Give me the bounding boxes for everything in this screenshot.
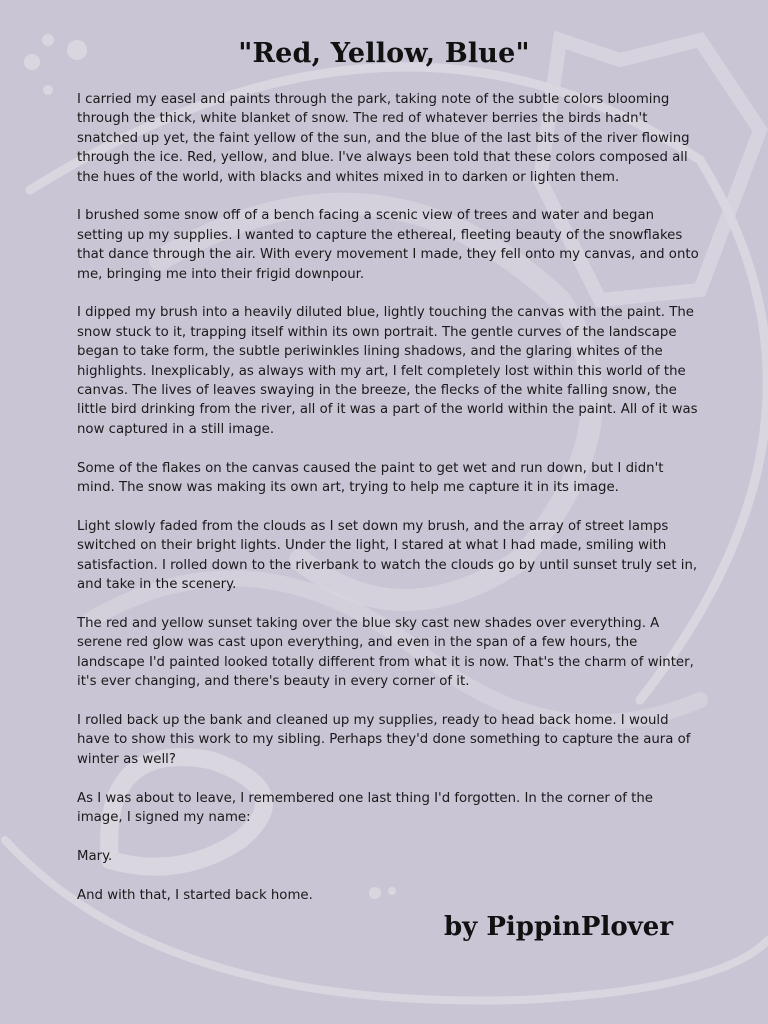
paragraph: I carried my easel and paints through the park, taking note of the subtle colors blooming through the thick, white blanket of snow. The red of whatever berries the birds hadn't snatched up yet, the faint yellow of the sun, and the blue of the last bits of the river flowing through the ice. Red, yellow, and blue. I've always been told that these colors composed all the hues of the world, with blacks and whites mixed in to darken or lighten them. (77, 92, 690, 185)
page-title: "Red, Yellow, Blue" (238, 38, 530, 69)
paragraph: Light slowly faded from the clouds as I set down my brush, and the array of street lamps switched on their bright lights. Under the light, I stared at what I had made, smiling with satisfaction. I rolled down to the riverbank to watch the clouds go by until sunset truly set in, and take in the scenery. (77, 518, 698, 593)
paragraph: Mary. (77, 848, 113, 864)
story-body (77, 90, 699, 924)
paragraph: Some of the flakes on the canvas caused the paint to get wet and run down, but I didn't mind. The snow was making its own art, trying to help me capture it in its image. (77, 460, 664, 496)
paragraph: As I was about to leave, I remembered one last thing I'd forgotten. In the corner of the image, I signed my name: (77, 790, 653, 825)
paragraph: I rolled back up the bank and cleaned up my supplies, ready to head back home. I would have to show this work to my sibling. Perhaps they'd done something to capture the aura of winter as well? (77, 712, 691, 767)
dot (43, 85, 53, 95)
paragraph: And with that, I started back home. (77, 887, 313, 903)
paragraph: I dipped my brush into a heavily diluted blue, lightly touching the canvas with the paint. The snow stuck to it, trapping itself within its own portrait. The gentle curves of the landscape began to take form, the subtle periwinkles lining shadows, and the glaring whites of the highlights. Inexplicably, as always with my art, I felt completely lost within this world of the canvas. The lives of leaves swaying in the breeze, the flecks of the white falling snow, the little bird drinking from the river, all of it was a part of the world within the paint. All of it was now captured in a still image. (77, 305, 698, 437)
paragraph: The red and yellow sunset taking over the blue sky cast new shades over everything. A serene red glow was cast upon everything, and even in the span of a few hours, the landscape I'd painted looked totally different from what it is now. That's the charm of winter, it's ever changing, and there's beauty in every corner of it. (77, 615, 694, 690)
author-credit: by PippinPlover (444, 912, 674, 942)
paragraph: I brushed some snow off of a bench facing a scenic view of trees and water and began setting up my supplies. I wanted to capture the ethereal, fleeting beauty of the snowflakes that dance through the air. With every movement I made, they fell onto my canvas, and onto me, bringing me into their frigid downpour. (77, 208, 699, 282)
